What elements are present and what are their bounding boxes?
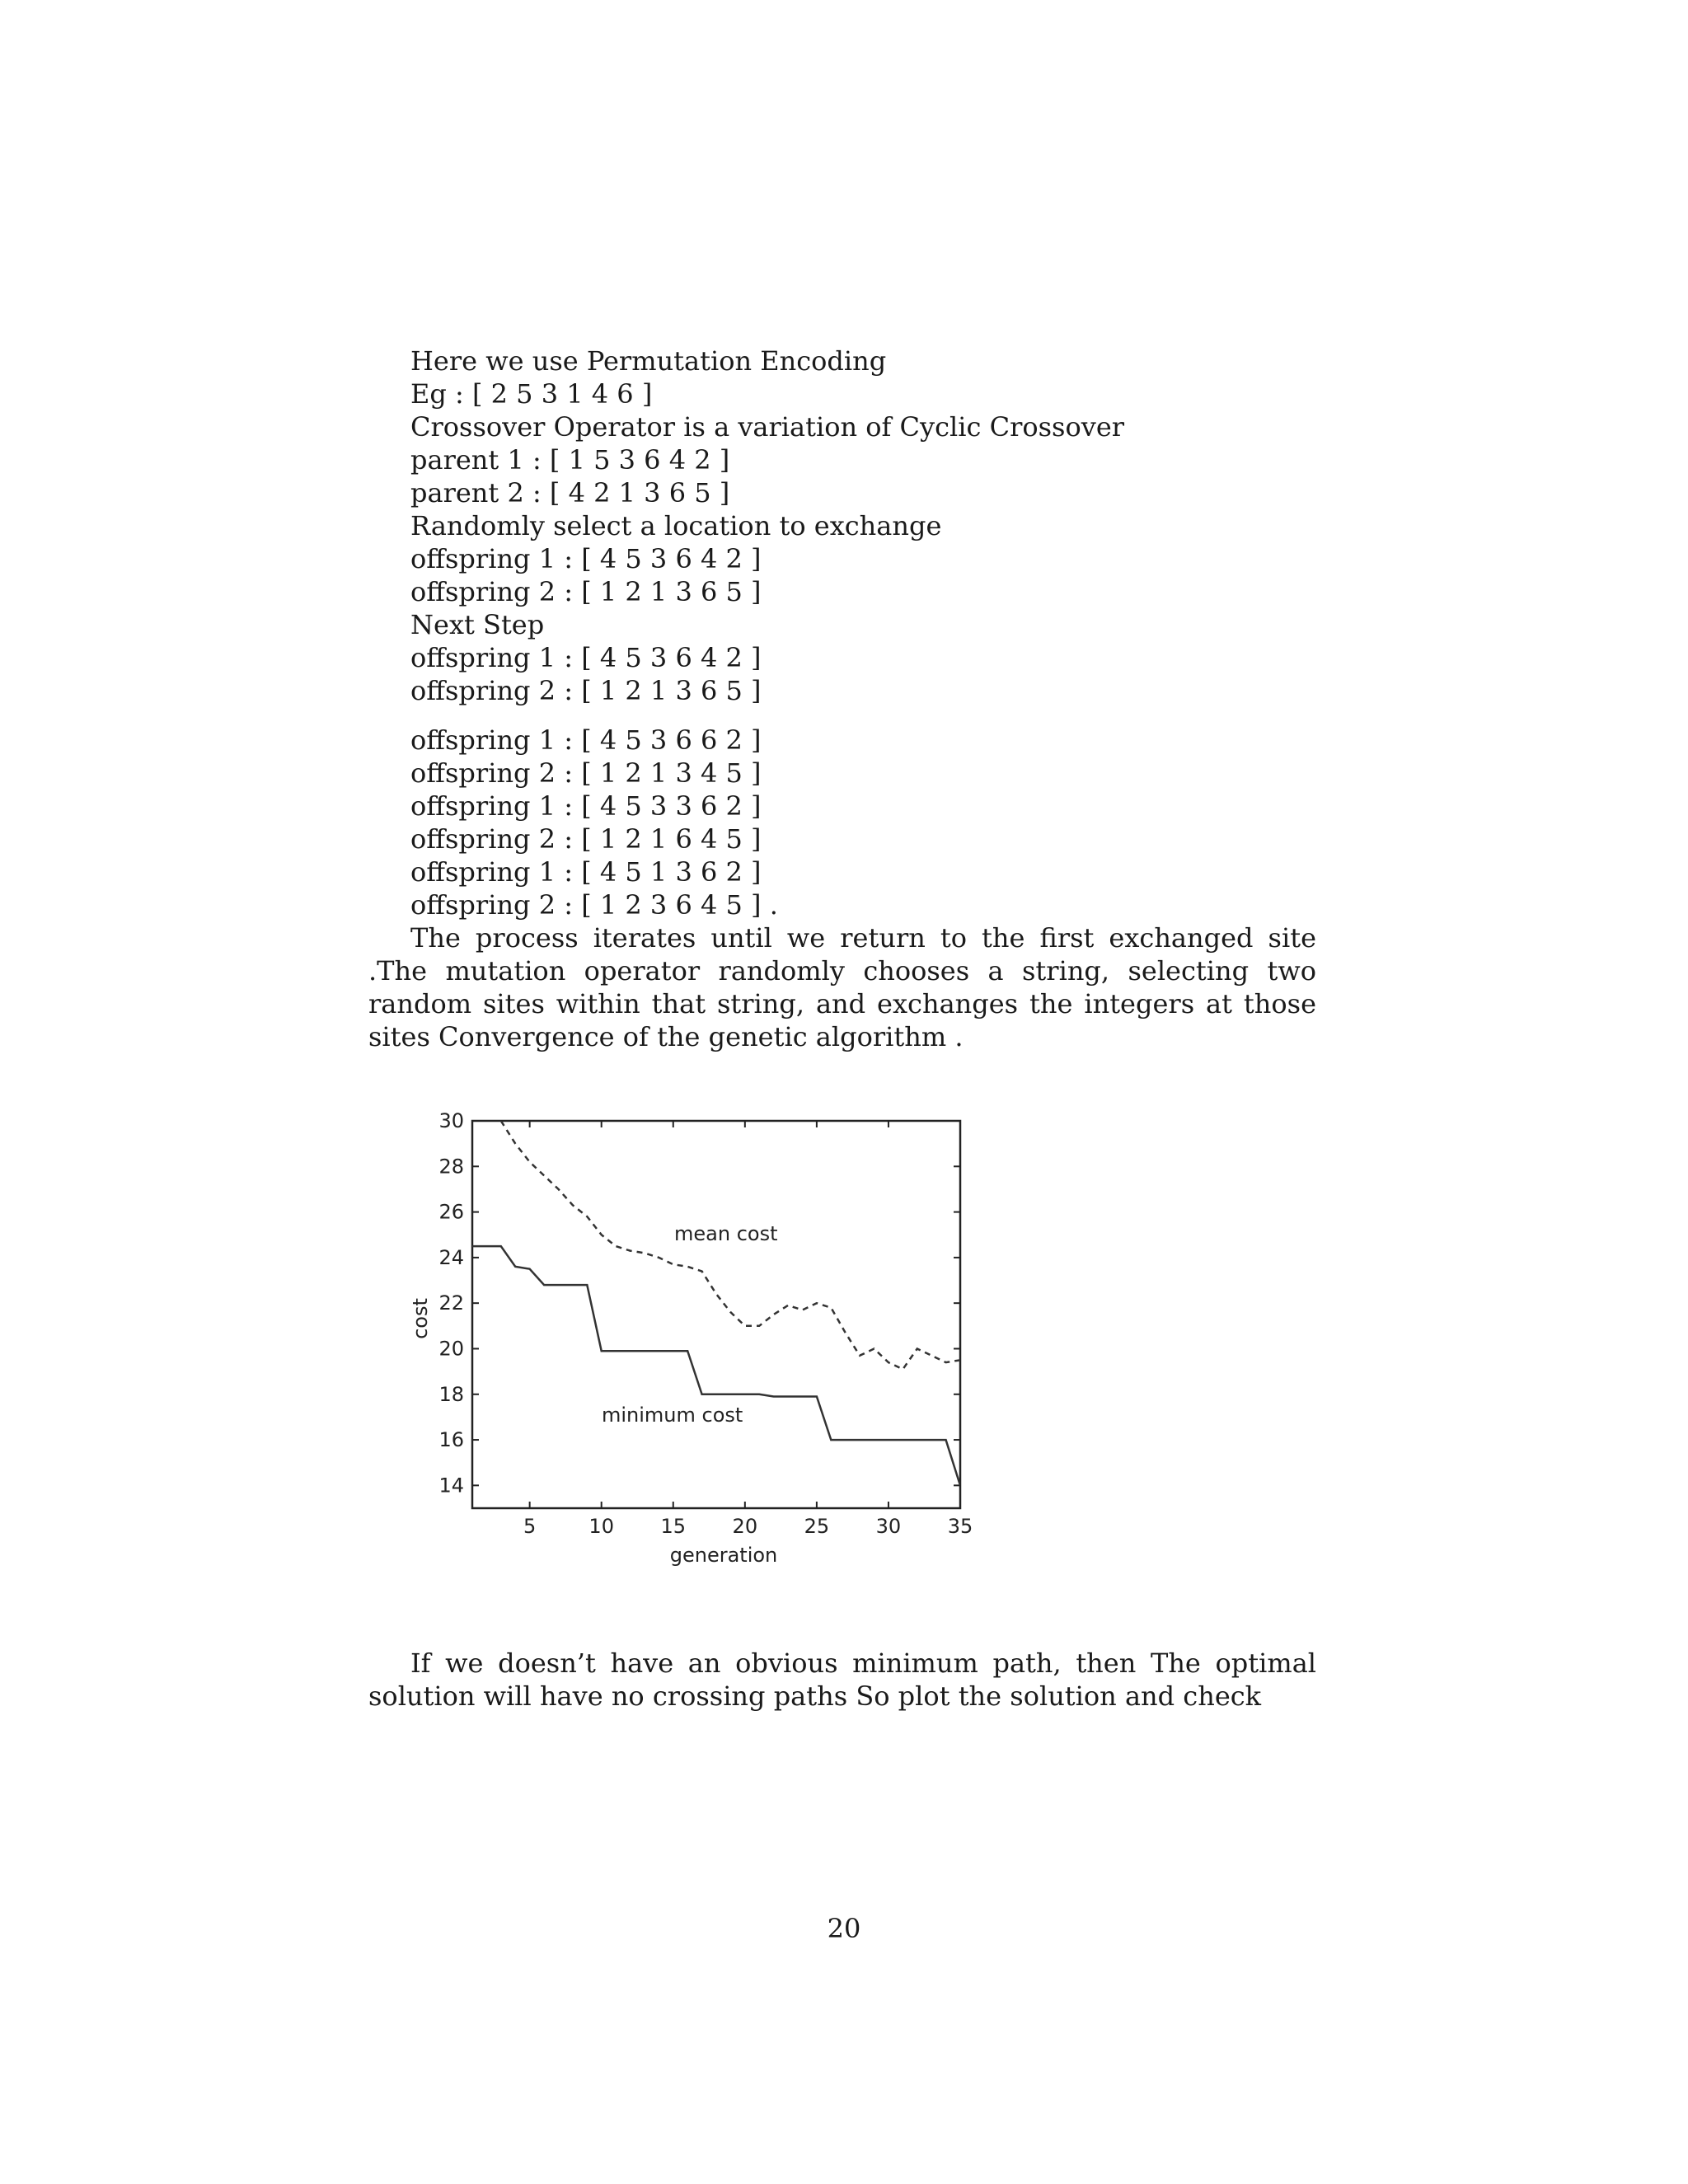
x-tick-label: 5 <box>523 1515 537 1538</box>
page-number: 20 <box>827 1913 861 1944</box>
series-group <box>472 1121 960 1485</box>
offspring-1-line: offspring 1 : [ 4 5 3 3 6 2 ] <box>410 790 762 822</box>
offspring-1-line: offspring 1 : [ 4 5 3 6 4 2 ] <box>410 543 762 574</box>
parent-1-line: parent 1 : [ 1 5 3 6 4 2 ] <box>410 444 730 476</box>
offspring-2-line: offspring 2 : [ 1 2 1 3 4 5 ] <box>410 757 762 789</box>
y-axis-label: cost <box>409 1298 432 1339</box>
convergence-figure <box>394 1108 1020 1586</box>
crossover-line: Crossover Operator is a variation of Cyclic Crossover <box>410 411 1125 443</box>
x-axis-label: generation <box>669 1544 778 1567</box>
x-tick-label: 20 <box>732 1515 758 1538</box>
offspring-2-line: offspring 2 : [ 1 2 1 3 6 5 ] <box>410 576 762 607</box>
offspring-2-line: offspring 2 : [ 1 2 1 3 6 5 ] <box>410 675 762 706</box>
axis-ticks <box>438 1109 973 1538</box>
y-tick-label: 22 <box>438 1291 464 1315</box>
x-tick-label: 25 <box>804 1515 830 1538</box>
mean-cost-label: mean cost <box>674 1222 778 1245</box>
x-tick-label: 15 <box>660 1515 687 1538</box>
y-tick-label: 14 <box>438 1474 464 1497</box>
convergence-chart <box>394 1108 1020 1586</box>
y-tick-label: 30 <box>438 1109 464 1132</box>
y-tick-label: 28 <box>438 1155 464 1179</box>
offspring-2-line: offspring 2 : [ 1 2 1 6 4 5 ] <box>410 823 762 855</box>
y-tick-label: 20 <box>438 1337 464 1361</box>
plot-frame <box>472 1121 960 1508</box>
minimum-cost-label: minimum cost <box>602 1404 743 1427</box>
x-tick-label: 10 <box>588 1515 614 1538</box>
x-tick-label: 35 <box>947 1515 973 1538</box>
x-tick-label: 30 <box>875 1515 902 1538</box>
parent-2-line: parent 2 : [ 4 2 1 3 6 5 ] <box>410 477 730 509</box>
y-tick-label: 18 <box>438 1382 464 1406</box>
encoding-heading: Here we use Permutation Encoding <box>410 345 887 377</box>
main-text <box>368 344 1316 1053</box>
select-location-line: Randomly select a location to exchange <box>410 510 942 541</box>
example-line: Eg : [ 2 5 3 1 4 6 ] <box>410 378 653 410</box>
minimum-cost-line <box>472 1246 960 1485</box>
y-tick-label: 26 <box>438 1200 464 1224</box>
offspring-1-line: offspring 1 : [ 4 5 1 3 6 2 ] <box>410 856 762 888</box>
offspring-1-line: offspring 1 : [ 4 5 3 6 6 2 ] <box>410 724 762 756</box>
solution-paragraph: If we doesn’t have an obvious minimum path, then The optimal solution will have no crossing paths So plot the solution and check <box>368 1647 1316 1712</box>
y-tick-label: 16 <box>438 1428 464 1452</box>
next-step-line: Next Step <box>410 609 545 640</box>
mutation-paragraph: The process iterates until we return to the first exchanged site .The mutation operator randomly chooses a string, selecting two random sites within that string, and exchanges the integers at those sites Convergence of the genetic algorithm . <box>368 922 1316 1052</box>
offspring-1-line: offspring 1 : [ 4 5 3 6 4 2 ] <box>410 642 762 673</box>
offspring-2-line: offspring 2 : [ 1 2 3 6 4 5 ] . <box>410 889 778 921</box>
line-gap <box>368 707 1316 724</box>
y-tick-label: 24 <box>438 1245 464 1269</box>
